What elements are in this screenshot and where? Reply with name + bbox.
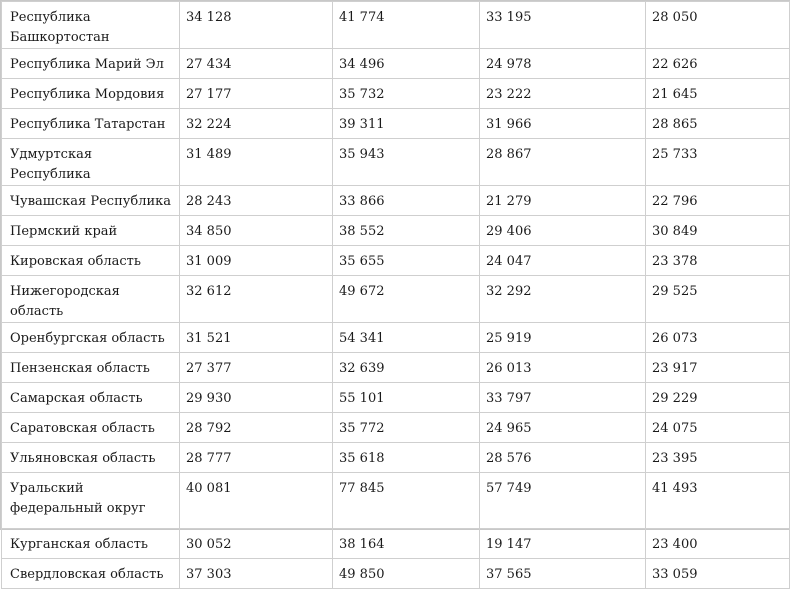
value-cell: 23 395 <box>646 443 790 473</box>
value-cell: 41 774 <box>333 2 480 49</box>
value-cell: 26 013 <box>480 353 646 383</box>
value-cell: 38 552 <box>333 216 480 246</box>
value-cell: 35 732 <box>333 79 480 109</box>
region-cell: Курганская область <box>2 529 180 559</box>
value-cell: 25 919 <box>480 323 646 353</box>
salary-table <box>1 1 790 589</box>
value-cell: 40 081 <box>180 473 333 529</box>
value-cell: 28 050 <box>646 2 790 49</box>
table-row <box>2 139 790 186</box>
region-cell: Удмуртская Республика <box>2 139 180 186</box>
value-cell: 41 493 <box>646 473 790 529</box>
value-cell: 55 101 <box>333 383 480 413</box>
value-cell: 49 850 <box>333 559 480 589</box>
value-cell: 31 521 <box>180 323 333 353</box>
region-cell: Свердловская область <box>2 559 180 589</box>
value-cell: 28 243 <box>180 186 333 216</box>
region-cell: Республика Татарстан <box>2 109 180 139</box>
value-cell: 28 867 <box>480 139 646 186</box>
value-cell: 23 400 <box>646 529 790 559</box>
value-cell: 34 128 <box>180 2 333 49</box>
value-cell: 22 626 <box>646 49 790 79</box>
value-cell: 57 749 <box>480 473 646 529</box>
value-cell: 24 075 <box>646 413 790 443</box>
value-cell: 26 073 <box>646 323 790 353</box>
table-row <box>2 49 790 79</box>
value-cell: 24 965 <box>480 413 646 443</box>
value-cell: 27 377 <box>180 353 333 383</box>
value-cell: 29 229 <box>646 383 790 413</box>
value-cell: 23 917 <box>646 353 790 383</box>
value-cell: 30 849 <box>646 216 790 246</box>
table-row <box>2 246 790 276</box>
value-cell: 23 378 <box>646 246 790 276</box>
region-cell: Саратовская область <box>2 413 180 443</box>
value-cell: 32 639 <box>333 353 480 383</box>
table-row <box>2 109 790 139</box>
value-cell: 22 796 <box>646 186 790 216</box>
region-cell: Самарская область <box>2 383 180 413</box>
region-cell: Чувашская Республика <box>2 186 180 216</box>
value-cell: 32 224 <box>180 109 333 139</box>
region-cell: Пермский край <box>2 216 180 246</box>
table-row <box>2 353 790 383</box>
value-cell: 77 845 <box>333 473 480 529</box>
region-cell: Республика Мордовия <box>2 79 180 109</box>
value-cell: 27 434 <box>180 49 333 79</box>
value-cell: 35 655 <box>333 246 480 276</box>
value-cell: 31 009 <box>180 246 333 276</box>
table-row <box>2 443 790 473</box>
value-cell: 23 222 <box>480 79 646 109</box>
value-cell: 37 565 <box>480 559 646 589</box>
value-cell: 21 645 <box>646 79 790 109</box>
table-row <box>2 529 790 559</box>
value-cell: 29 406 <box>480 216 646 246</box>
value-cell: 33 059 <box>646 559 790 589</box>
region-cell: Нижегородская область <box>2 276 180 323</box>
value-cell: 54 341 <box>333 323 480 353</box>
table-row <box>2 79 790 109</box>
region-cell: Кировская область <box>2 246 180 276</box>
value-cell: 34 850 <box>180 216 333 246</box>
value-cell: 25 733 <box>646 139 790 186</box>
table-row <box>2 413 790 443</box>
value-cell: 28 777 <box>180 443 333 473</box>
value-cell: 28 792 <box>180 413 333 443</box>
value-cell: 28 865 <box>646 109 790 139</box>
value-cell: 21 279 <box>480 186 646 216</box>
table-row <box>2 323 790 353</box>
value-cell: 24 047 <box>480 246 646 276</box>
table-row <box>2 473 790 529</box>
value-cell: 32 612 <box>180 276 333 323</box>
value-cell: 38 164 <box>333 529 480 559</box>
value-cell: 30 052 <box>180 529 333 559</box>
region-cell: Уральский федеральный округ <box>2 473 180 529</box>
region-cell: Оренбургская область <box>2 323 180 353</box>
value-cell: 35 943 <box>333 139 480 186</box>
value-cell: 32 292 <box>480 276 646 323</box>
region-cell: Республика Башкортостан <box>2 2 180 49</box>
value-cell: 29 525 <box>646 276 790 323</box>
value-cell: 33 866 <box>333 186 480 216</box>
region-cell: Ульяновская область <box>2 443 180 473</box>
table-row <box>2 276 790 323</box>
value-cell: 34 496 <box>333 49 480 79</box>
value-cell: 39 311 <box>333 109 480 139</box>
table-row <box>2 216 790 246</box>
value-cell: 33 797 <box>480 383 646 413</box>
value-cell: 24 978 <box>480 49 646 79</box>
value-cell: 28 576 <box>480 443 646 473</box>
value-cell: 31 489 <box>180 139 333 186</box>
value-cell: 33 195 <box>480 2 646 49</box>
region-cell: Пензенская область <box>2 353 180 383</box>
region-cell: Республика Марий Эл <box>2 49 180 79</box>
value-cell: 49 672 <box>333 276 480 323</box>
table-row <box>2 383 790 413</box>
value-cell: 31 966 <box>480 109 646 139</box>
table-row <box>2 2 790 49</box>
value-cell: 37 303 <box>180 559 333 589</box>
table-row <box>2 559 790 589</box>
value-cell: 35 772 <box>333 413 480 443</box>
value-cell: 29 930 <box>180 383 333 413</box>
table-row <box>2 186 790 216</box>
value-cell: 35 618 <box>333 443 480 473</box>
value-cell: 19 147 <box>480 529 646 559</box>
value-cell: 27 177 <box>180 79 333 109</box>
